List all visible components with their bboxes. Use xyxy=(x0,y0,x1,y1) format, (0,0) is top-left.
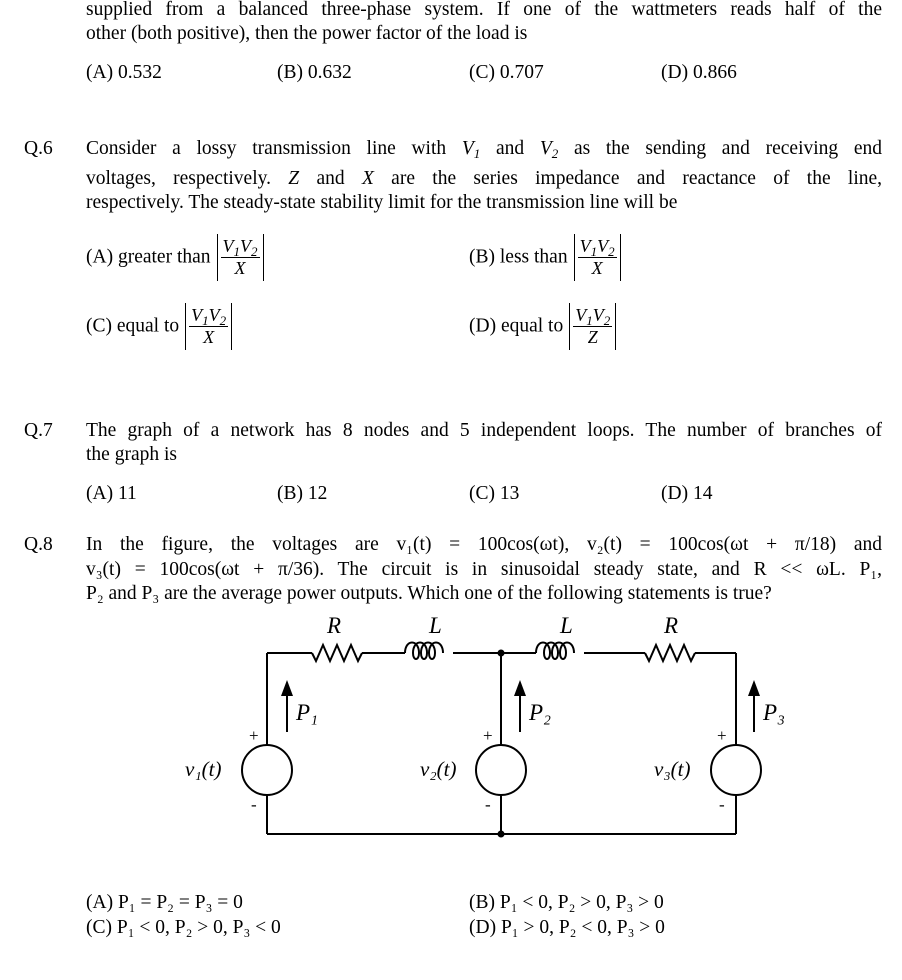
q6-option-d[interactable]: (D) equal to $\frac{V_1V_2}{Z}$ xyxy=(469,303,616,350)
node-bottom-middle xyxy=(498,831,505,838)
q7-option-d[interactable]: (D) 14 xyxy=(661,483,713,504)
q5-line-1: supplied from a balanced three-phase system. If one of the wattmeters reads half of the xyxy=(86,0,882,20)
q8-line-2: v₃(t) = 100cos(ωt + π/36). The circuit is in sinusoidal steady state, and R << ωL. P₁, xyxy=(86,559,882,580)
label-p2: P₂ xyxy=(529,700,552,725)
node-top-middle xyxy=(498,650,505,657)
q5-line-2: other (both positive), then the power factor of the load is xyxy=(86,23,528,44)
q5-option-d[interactable]: (D) 0.866 xyxy=(661,62,737,83)
q7-option-b[interactable]: (B) 12 xyxy=(277,483,328,504)
q7-line-1: The graph of a network has 8 nodes and 5 independent loops. The number of branches of xyxy=(86,420,882,441)
arrow-p2-head xyxy=(514,680,526,696)
arrow-p3-head xyxy=(748,680,760,696)
q8-line-1: In the figure, the voltages are v₁(t) = 100cos(ωt), v₂(t) = 100cos(ωt + π/18) and xyxy=(86,534,882,555)
circuit-wires xyxy=(242,643,761,835)
inductor-left-shape xyxy=(405,643,443,660)
q6-line-3: respectively. The steady-state stability limit for the transmission line will be xyxy=(86,192,678,213)
q6-number: Q.6 xyxy=(24,138,53,159)
circuit-markers xyxy=(281,650,760,838)
q5-option-c[interactable]: (C) 0.707 xyxy=(469,62,544,83)
label-v1: v₁(t) xyxy=(185,757,222,781)
label-v3: v₃(t) xyxy=(654,757,691,781)
q7-line-2: the graph is xyxy=(86,444,177,465)
q6-option-c[interactable]: (C) equal to $\frac{V_1V_2}{X}$ xyxy=(86,303,232,350)
label-p1: P₁ xyxy=(296,700,319,725)
q7-option-a[interactable]: (A) 11 xyxy=(86,483,137,504)
q6-option-a[interactable]: (A) greater than $\frac{V_1V_2}{X}$ xyxy=(86,234,264,281)
plus-v3: + xyxy=(717,726,727,745)
q8-number: Q.8 xyxy=(24,534,53,555)
label-r-right: R xyxy=(664,613,679,638)
resistor-right-shape xyxy=(645,645,695,661)
plus-v1: + xyxy=(249,726,259,745)
minus-v3: - xyxy=(719,795,725,814)
q8-option-d[interactable]: (D) P₁ > 0, P₂ < 0, P₃ > 0 xyxy=(469,917,665,938)
q6-option-b[interactable]: (B) less than $\frac{V_1V_2}{X}$ xyxy=(469,234,621,281)
arrow-p1-head xyxy=(281,680,293,696)
component-labels xyxy=(185,613,785,781)
source-v1-circle xyxy=(242,745,292,795)
resistor-left-shape xyxy=(312,645,362,661)
q7-option-c[interactable]: (C) 13 xyxy=(469,483,520,504)
q7-number: Q.7 xyxy=(24,420,53,441)
q5-option-b[interactable]: (B) 0.632 xyxy=(277,62,352,83)
label-v2: v₂(t) xyxy=(420,757,457,781)
inductor-right-shape xyxy=(536,643,574,660)
q8-option-a[interactable]: (A) P₁ = P₂ = P₃ = 0 xyxy=(86,892,243,913)
source-v3-circle xyxy=(711,745,761,795)
q8-line-3: P₂ and P₃ are the average power outputs. Which one of the following statements is true? xyxy=(86,583,772,604)
label-r-left: R xyxy=(327,613,342,638)
label-p3: P₃ xyxy=(763,700,786,725)
label-l-right: L xyxy=(560,613,573,638)
q6-line-1: Consider a lossy transmission line with $V_1$ and $V_2$ as the sending and receiving end xyxy=(86,138,883,161)
minus-v2: - xyxy=(485,795,491,814)
source-v2-circle xyxy=(476,745,526,795)
minus-v1: - xyxy=(251,795,257,814)
q8-option-c[interactable]: (C) P₁ < 0, P₂ > 0, P₃ < 0 xyxy=(86,917,281,938)
plus-v2: + xyxy=(483,726,493,745)
label-l-left: L xyxy=(429,613,442,638)
q8-option-b[interactable]: (B) P₁ < 0, P₂ > 0, P₃ > 0 xyxy=(469,892,664,913)
q6-line-2: voltages, respectively. Z and X are the series impedance and reactance of the line, xyxy=(86,168,883,189)
q5-option-a[interactable]: (A) 0.532 xyxy=(86,62,162,83)
